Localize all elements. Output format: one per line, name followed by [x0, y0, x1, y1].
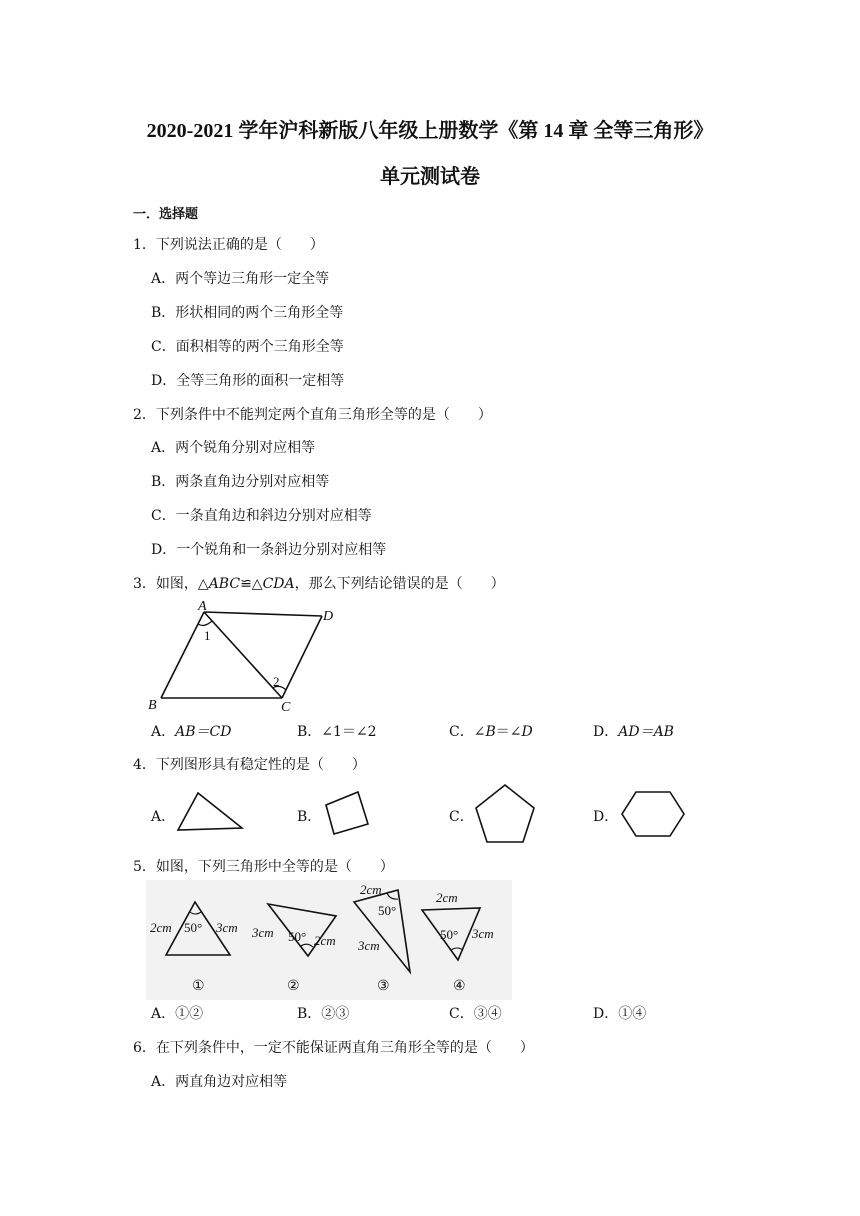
q5-t3-number: ③: [377, 979, 390, 994]
q2-option-b: B．两条直角边分别对应相等: [151, 474, 330, 490]
q3-option-c-b: B: [485, 724, 496, 740]
q5-option-d: D．①④: [593, 1006, 647, 1022]
q5-t4-angle-label: 50°: [440, 927, 459, 942]
q5-t1-number: ①: [192, 979, 205, 994]
q1-option-d: D．全等三角形的面积一定相等: [151, 373, 345, 389]
q6-option-a: A．两直角边对应相等: [151, 1074, 288, 1090]
doc-title-line1: 2020-2021 学年沪科新版八年级上册数学《第 14 章 全等三角形》: [146, 120, 714, 142]
q3-stem: [133, 573, 505, 593]
q5-t1-right-label: 3cm: [216, 920, 238, 935]
q3-label-angle2: 2: [273, 674, 280, 689]
q4-triangle-shape: [174, 790, 248, 834]
q5-t4-top-label: 2cm: [436, 890, 458, 905]
q4-quadrilateral-shape: [320, 788, 372, 840]
q4-pentagon-outline: [476, 785, 534, 842]
q3-label-angle1: 1: [204, 628, 211, 643]
q3-option-a: [151, 721, 231, 741]
q3-option-a-value: AB＝CD: [175, 724, 232, 740]
q3-stem-abc: ABC: [208, 576, 241, 592]
section-heading: 一．选择题: [133, 207, 199, 222]
q3-option-d-prefix: D．: [593, 724, 619, 740]
doc-title-line2: 单元测试卷: [380, 166, 480, 188]
q2-stem: 2．下列条件中不能判定两个直角三角形全等的是（ ）: [133, 407, 492, 423]
q3-option-d: [593, 721, 674, 741]
q5-t1-angle-label: 50°: [184, 920, 203, 935]
q3-option-c-d: D: [521, 724, 533, 740]
q3-option-a-prefix: A．: [151, 724, 176, 740]
q3-side-da: [204, 612, 322, 616]
q4-hexagon-outline: [622, 792, 684, 836]
q3-stem-post: ，那么下列结论错误的是（ ）: [294, 576, 505, 592]
q4-option-d-label: D．: [593, 809, 619, 825]
q3-label-c: C: [281, 700, 291, 714]
q5-t3-bottom-label: 3cm: [358, 938, 380, 953]
q4-stem: 4．下列图形具有稳定性的是（ ）: [133, 757, 366, 773]
q3-stem-cda: CDA: [262, 576, 295, 592]
q3-angle1-arc: [198, 621, 212, 625]
q3-label-d: D: [323, 609, 334, 624]
q4-option-b-label: B．: [297, 809, 322, 825]
q4-triangle-outline: [178, 793, 242, 830]
q4-option-c-label: C．: [449, 809, 474, 825]
q4-option-a-label: A．: [151, 809, 176, 825]
q3-stem-pre: 3．如图，△: [133, 576, 209, 592]
q3-side-ab: [161, 612, 204, 698]
q5-t2-angle-label: 50°: [288, 929, 307, 944]
q4-quadrilateral-outline: [326, 792, 368, 834]
q6-stem: 6．在下列条件中，一定不能保证两直角三角形全等的是（ ）: [133, 1040, 534, 1056]
q5-option-c: C．③④: [449, 1006, 502, 1022]
q3-label-a: A: [198, 599, 207, 614]
q3-side-cd: [282, 616, 322, 698]
q1-stem: 1．下列说法正确的是（ ）: [133, 237, 324, 253]
q2-option-a: A．两个锐角分别对应相等: [151, 440, 316, 456]
q3-diagonal-ac: [204, 612, 282, 698]
q5-t2-left-label: 3cm: [252, 925, 274, 940]
q5-t2-number: ②: [287, 979, 300, 994]
q5-stem: 5．如图，下列三角形中全等的是（ ）: [133, 859, 394, 875]
q3-option-c-prefix: C．∠: [449, 724, 486, 740]
q2-option-d: D．一个锐角和一条斜边分别对应相等: [151, 542, 387, 558]
q3-option-b: B．∠1＝∠2: [297, 724, 377, 740]
q5-t2-right-label: 2cm: [314, 933, 336, 948]
q5-t3-angle-label: 50°: [378, 903, 397, 918]
q5-t4-right-label: 3cm: [472, 926, 494, 941]
q1-option-c: C．面积相等的两个三角形全等: [151, 339, 344, 355]
q1-option-a: A．两个等边三角形一定全等: [151, 271, 330, 287]
q3-option-c-eq: ＝∠: [495, 724, 522, 740]
q5-t3-top-label: 2cm: [360, 882, 382, 897]
q5-option-b: B．②③: [297, 1006, 350, 1022]
q4-hexagon-shape: [618, 788, 688, 840]
q5-t1-left-label: 2cm: [150, 920, 172, 935]
q3-option-d-value: AD＝AB: [618, 724, 674, 740]
q4-pentagon-shape: [472, 782, 538, 846]
q3-option-c: [449, 721, 533, 741]
q1-option-b: B．形状相同的两个三角形全等: [151, 305, 344, 321]
q2-option-c: C．一条直角边和斜边分别对应相等: [151, 508, 372, 524]
q5-triangles-figure: [146, 880, 512, 1000]
q5-t4-number: ④: [453, 979, 466, 994]
q3-stem-congruent: ≌△: [240, 576, 263, 592]
q5-option-a: A．①②: [151, 1006, 204, 1022]
q3-label-b: B: [148, 698, 157, 713]
q3-parallelogram-figure: [146, 598, 342, 714]
